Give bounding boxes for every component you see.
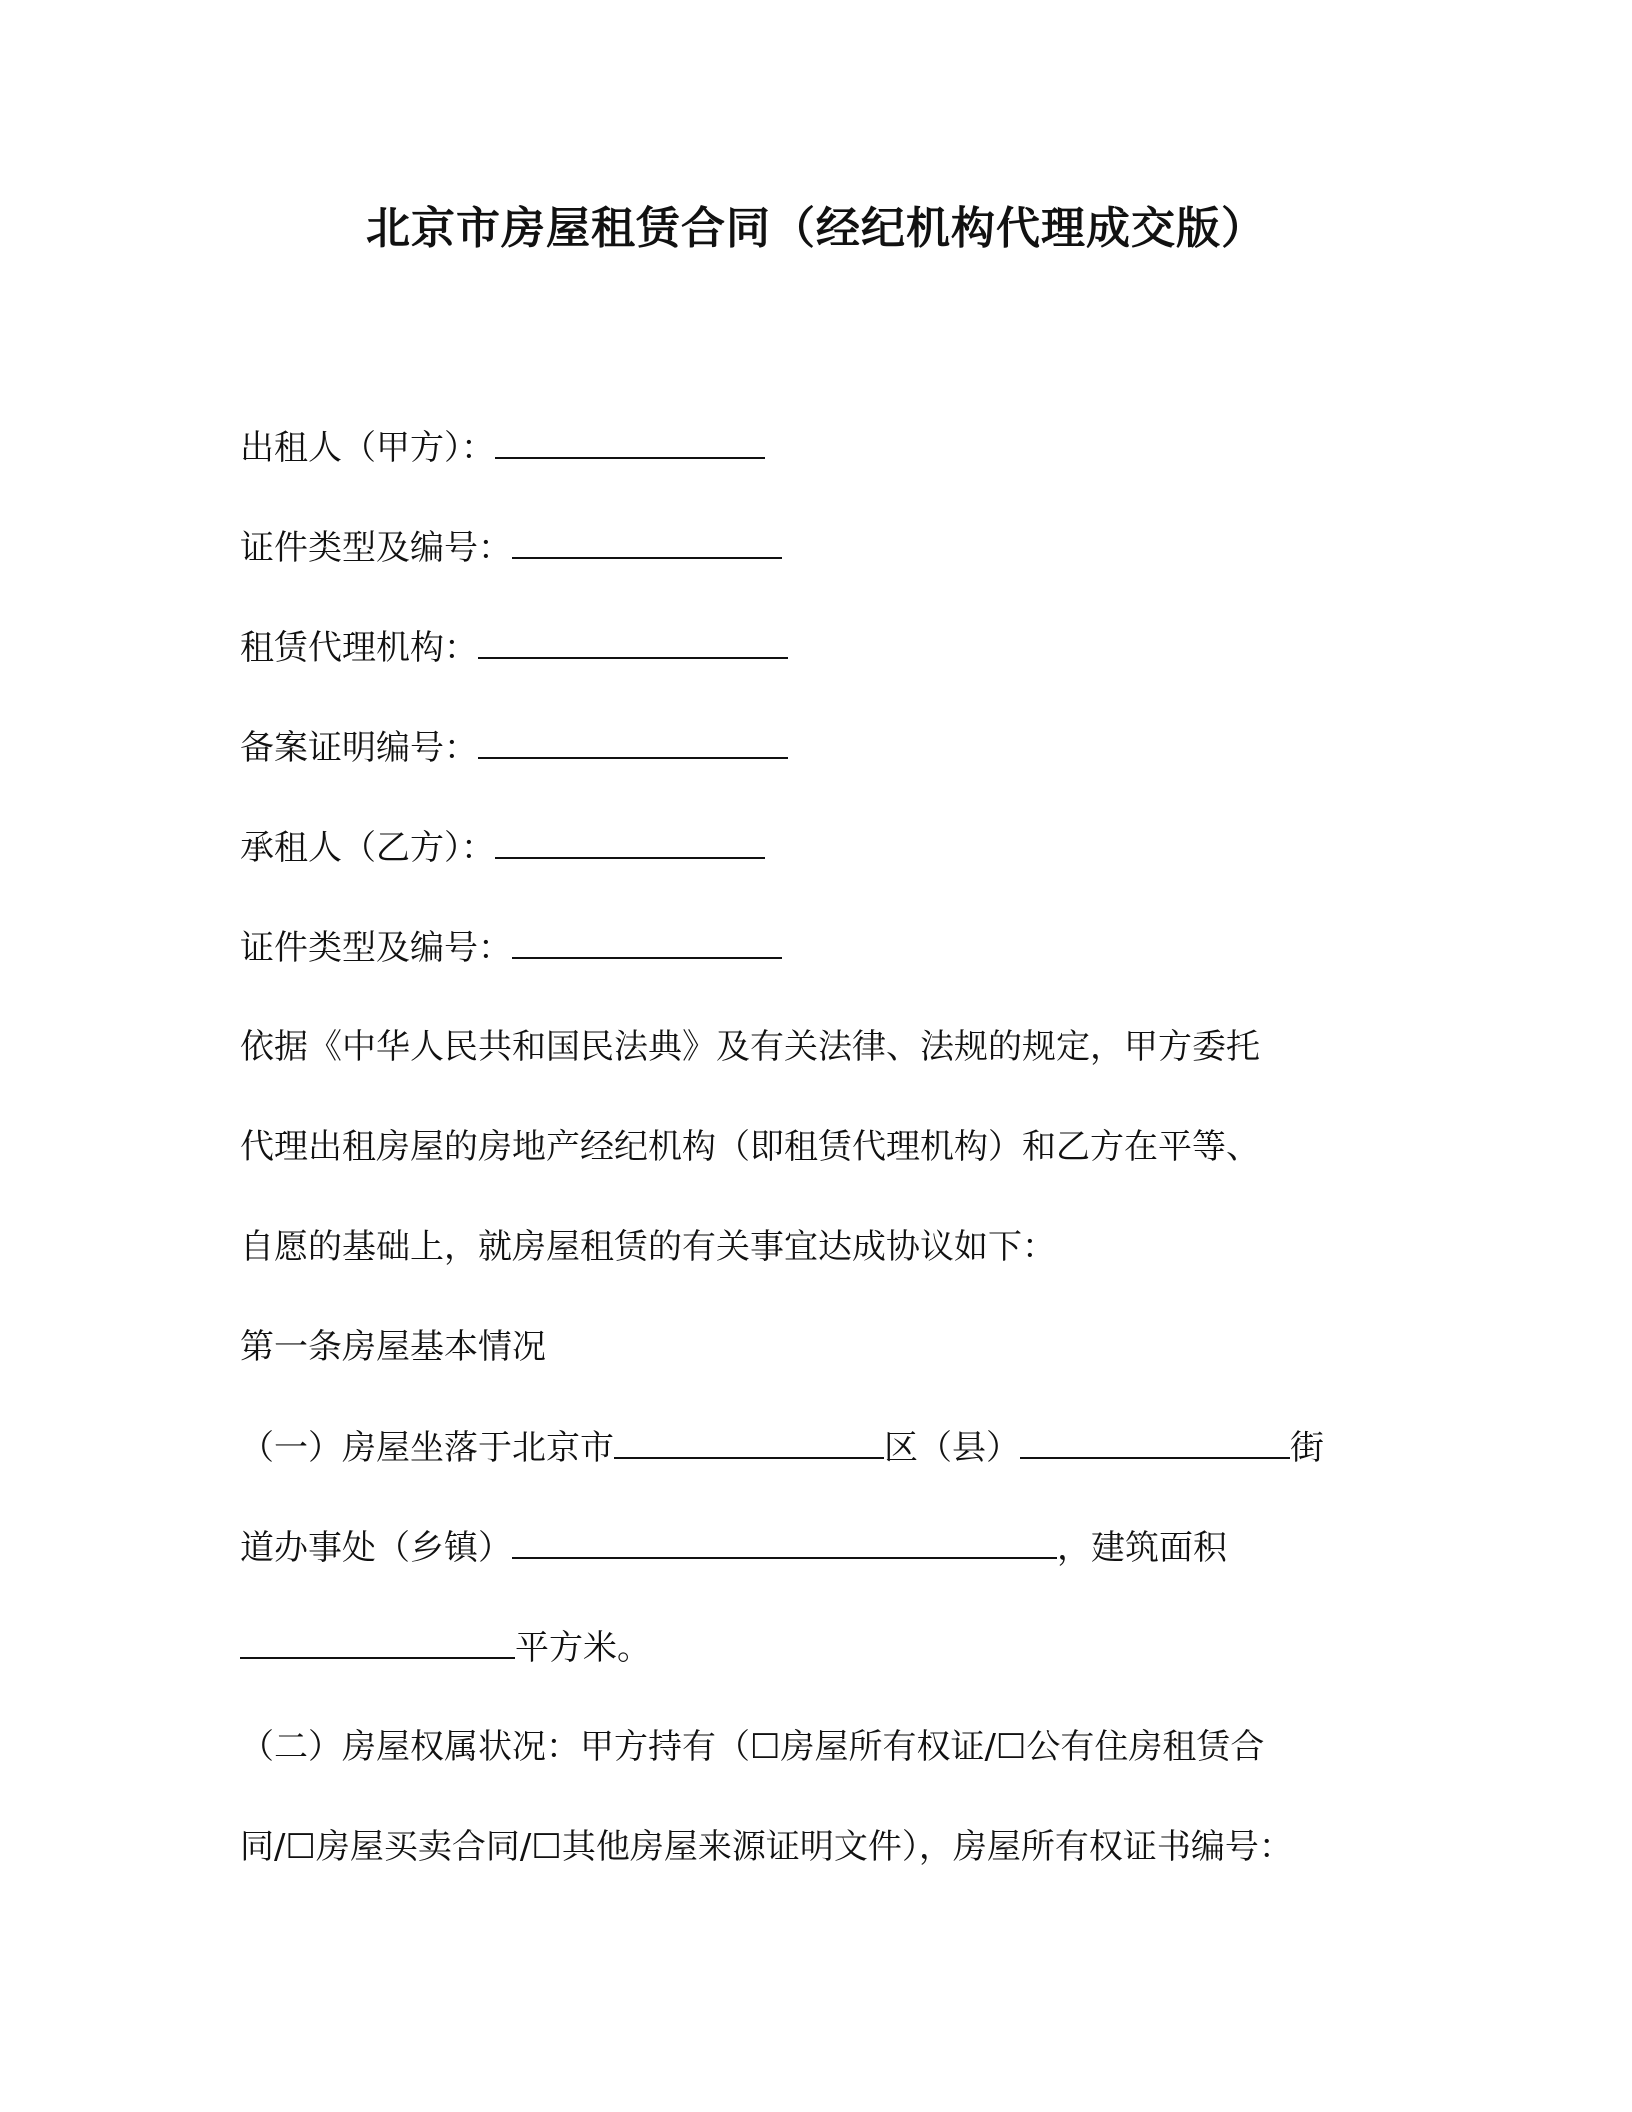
party-lessor-line — [240, 425, 765, 470]
article-1-item-2-line-2: 同/☐房屋买卖合同/☐其他房屋来源证明文件），房屋所有权证书编号： — [240, 1827, 1293, 1867]
location-prefix: （一）房屋坐落于北京市 — [240, 1428, 614, 1468]
preamble-line-2: 代理出租房屋的房地产经纪机构（即租赁代理机构）和乙方在平等、 — [240, 1127, 1260, 1167]
article-1-item-1-line-3 — [240, 1625, 651, 1670]
article-1-item-2-line-1: （二）房屋权属状况：甲方持有（☐房屋所有权证/☐公有住房租赁合 — [240, 1727, 1265, 1767]
office-label: 道办事处（乡镇） — [240, 1528, 512, 1568]
document-title: 北京市房屋租赁合同（经纪机构代理成交版） — [366, 203, 1266, 254]
article-1-item-1-line-1 — [240, 1425, 1324, 1470]
party-lessee-label: 承租人（乙方）： — [240, 828, 495, 868]
area-label: ，建筑面积 — [1057, 1528, 1227, 1568]
article-1-item-1-line-2 — [240, 1525, 1227, 1570]
filing-number-blank[interactable] — [478, 725, 788, 759]
area-unit: 平方米。 — [515, 1628, 651, 1668]
office-blank[interactable] — [512, 1525, 1057, 1559]
lessee-id-blank[interactable] — [512, 925, 782, 959]
district-blank[interactable] — [614, 1425, 884, 1459]
party-lessee-line — [240, 825, 765, 870]
area-blank[interactable] — [240, 1625, 515, 1659]
lessor-id-label: 证件类型及编号： — [240, 528, 512, 568]
street-label: 街 — [1290, 1428, 1324, 1468]
filing-number-label: 备案证明编号： — [240, 728, 478, 768]
district-label: 区（县） — [884, 1428, 1020, 1468]
party-lessee-blank[interactable] — [495, 825, 765, 859]
agency-line — [240, 625, 788, 670]
lessor-id-blank[interactable] — [512, 525, 782, 559]
article-1-heading: 第一条房屋基本情况 — [240, 1327, 546, 1367]
lessee-id-line — [240, 925, 782, 970]
agency-label: 租赁代理机构： — [240, 628, 478, 668]
preamble-line-1: 依据《中华人民共和国民法典》及有关法律、法规的规定，甲方委托 — [240, 1027, 1260, 1067]
filing-number-line — [240, 725, 788, 770]
street-blank[interactable] — [1020, 1425, 1290, 1459]
lessee-id-label: 证件类型及编号： — [240, 928, 512, 968]
party-lessor-blank[interactable] — [495, 425, 765, 459]
lessor-id-line — [240, 525, 782, 570]
preamble-line-3: 自愿的基础上，就房屋租赁的有关事宜达成协议如下： — [240, 1227, 1056, 1267]
agency-blank[interactable] — [478, 625, 788, 659]
party-lessor-label: 出租人（甲方）： — [240, 428, 495, 468]
